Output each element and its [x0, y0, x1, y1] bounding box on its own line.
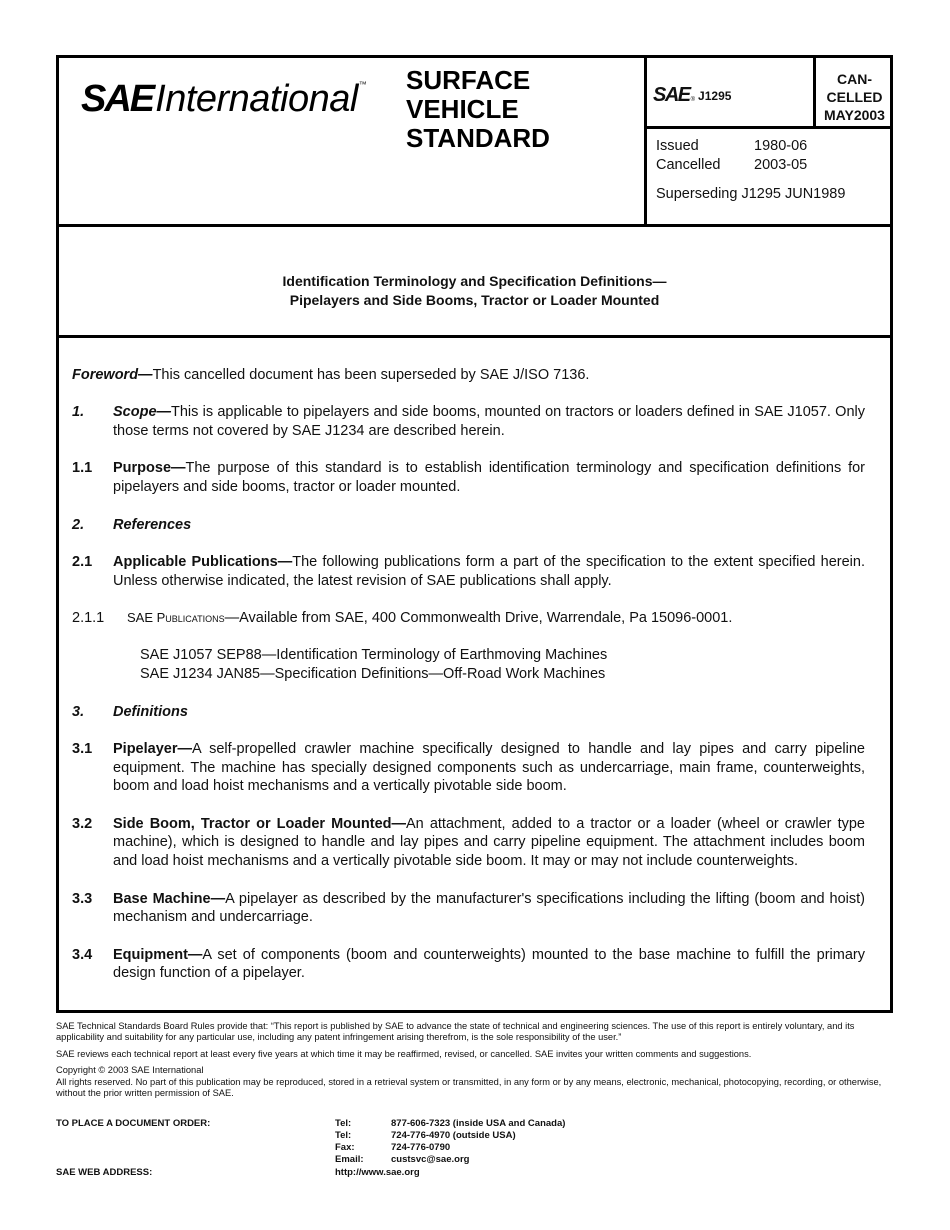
doc-type-line: VEHICLE: [406, 94, 519, 124]
section-3-2: [72, 815, 865, 871]
section-text: The following publications form a part of the specification to the extent specified herein. Unless otherwise indicated, the latest revision of SAE publications shall apply.: [113, 553, 865, 589]
section-heading: Side Boom, Tractor or Loader Mounted—: [113, 815, 407, 832]
contact-key: Tel:: [335, 1130, 352, 1141]
cancelled-stamp: [816, 70, 893, 124]
section-heading: Applicable Publications—: [113, 553, 293, 570]
contact-key: Email:: [335, 1154, 364, 1165]
section-number: 3.4: [72, 946, 93, 963]
review-text: SAE reviews each technical report at least every five years at which time it may be reaffirmed, revised, or cancelled. SAE invites your written comments and suggestions.: [56, 1048, 752, 1059]
doc-type: [406, 66, 550, 153]
contact-key: Tel:: [335, 1118, 352, 1129]
issued-value: 1980-06: [754, 138, 808, 154]
section-number: 3.: [72, 703, 85, 720]
rights-text: All rights reserved. No part of this publication may be reproduced, stored in a retrieval system or transmitted, in any form or by any means, electronic, mechanical, photocopying, recording, or otherwise, without the prior written permission of SAE.: [56, 1076, 882, 1099]
doc-type-line: STANDARD: [406, 123, 550, 153]
foreword-heading: Foreword—: [72, 367, 153, 383]
issue-dates: [656, 137, 845, 204]
cancel-line: CAN-: [837, 71, 872, 87]
section-number: 2.1.1: [72, 610, 105, 627]
issued-label: Issued: [656, 138, 699, 154]
reference-list: [140, 646, 865, 683]
section-text: A set of components (boom and counterweights) mounted to the base machine to fulfill the primary design function of a pipelayer.: [113, 946, 865, 982]
logo-word: International: [155, 78, 358, 120]
cancel-line: MAY2003: [824, 107, 885, 123]
section-3: [72, 703, 865, 722]
section-2-1: [72, 553, 865, 590]
reference-item: SAE J1057 SEP88—Identification Terminology of Earthmoving Machines: [140, 647, 608, 664]
section-number: 1.1: [72, 460, 93, 477]
contact-key: Fax:: [335, 1142, 355, 1153]
section-1: [72, 403, 865, 440]
section-3-1: [72, 740, 865, 796]
section-heading: SAE Publications: [127, 610, 225, 626]
section-3-3: [72, 890, 865, 927]
header-bottom-rule: [59, 224, 890, 227]
section-text: —Available from SAE, 400 Commonwealth Drive, Warrendale, Pa 15096-0001.: [224, 610, 733, 627]
title-bottom-rule: [59, 335, 890, 338]
legal-footer: [56, 1021, 896, 1099]
section-heading: Purpose—: [113, 460, 186, 477]
section-heading: Scope—: [113, 404, 172, 421]
contact-fax: 724-776-0790: [391, 1142, 451, 1153]
section-number: 2.: [72, 516, 85, 533]
contact-phone-link[interactable]: 877-606-7323 (inside USA and Canada): [391, 1118, 566, 1129]
website-link[interactable]: http://www.sae.org: [335, 1167, 420, 1178]
section-heading: References: [113, 516, 192, 533]
section-3-4: [72, 946, 865, 983]
foreword-text: This cancelled document has been superseded by SAE J/ISO 7136.: [152, 367, 590, 383]
registered-mark: ®: [690, 96, 696, 103]
section-number: 1.: [72, 404, 85, 421]
section-number: 3.2: [72, 815, 93, 832]
title-line-2: Pipelayers and Side Booms, Tractor or Loader Mounted: [289, 292, 660, 308]
section-2: [72, 516, 865, 535]
title-line-1: Identification Terminology and Specification Definitions—: [282, 273, 667, 289]
section-text: A pipelayer as described by the manufacturer's specifications including the lifting (boom and hoist) mechanism and undercarriage.: [113, 890, 865, 926]
section-number: 3.3: [72, 890, 93, 907]
copyright-text: Copyright © 2003 SAE International: [56, 1065, 204, 1076]
section-text: The purpose of this standard is to establish identification terminology and specification definitions for pipelayers and side booms, tractor or loader mounted.: [113, 460, 865, 496]
section-heading: Base Machine—: [113, 890, 226, 907]
doc-type-line: SURFACE: [406, 65, 531, 95]
doc-number-block: [653, 84, 739, 107]
section-1-1: [72, 459, 865, 496]
sae-international-logo: [81, 78, 367, 128]
section-text: A self-propelled crawler machine specifically designed to handle and lay pipes and carry pipeline equipment. The machine has specially designed components such as undercarriage, main frame, counterweights, boom and load hoist mechanisms and a vertically pivotable side boom.: [113, 740, 865, 795]
section-text: An attachment, added to a tractor or a loader (wheel or crawler type machine), which is designed to handle and lay pipes and carry pipeline equipment. The attachment includes boom and load hoist mechanisms and a vertically pivotable side boom. It may or may not include counterweights.: [113, 815, 865, 870]
header-divider: [644, 58, 647, 224]
web-label: SAE WEB ADDRESS:: [56, 1167, 153, 1178]
number-box-divider: [647, 126, 890, 129]
document-body: [72, 366, 865, 1002]
section-2-1-1: [72, 609, 865, 628]
doc-number: J1295: [698, 88, 732, 103]
reference-item: SAE J1234 JAN85—Specification Definitions—Off-Road Work Machines: [140, 666, 606, 683]
document-title: [59, 272, 890, 310]
section-number: 3.1: [72, 740, 93, 757]
contact-email-link[interactable]: custsvc@sae.org: [391, 1154, 470, 1165]
contact-phone-link[interactable]: 724-776-4970 (outside USA): [391, 1130, 516, 1141]
order-label: TO PLACE A DOCUMENT ORDER:: [56, 1118, 211, 1129]
board-rules-text: SAE Technical Standards Board Rules provide that: “This report is published by SAE to advance the state of technical and engineering sciences. The use of this report is entirely voluntary, and its applicability and suitability for any particular use, including any patent infringement arising therefrom, is the sole responsibility of the user.”: [56, 1021, 855, 1043]
section-heading: Pipelayer—: [113, 740, 192, 757]
cancelled-label: Cancelled: [656, 157, 721, 173]
logo-trademark: ™: [358, 80, 367, 89]
logo-mark: SAE: [81, 78, 154, 120]
cancelled-value: 2003-05: [754, 157, 808, 173]
cancel-line: CELLED: [826, 89, 883, 105]
section-heading: Equipment—: [113, 946, 203, 963]
superseding-text: Superseding J1295 JUN1989: [656, 186, 846, 202]
section-number: 2.1: [72, 553, 93, 570]
foreword: [72, 366, 865, 385]
section-text: This is applicable to pipelayers and side booms, mounted on tractors or loaders defined in SAE J1057. Only those terms not covered by SAE J1234 are described herein.: [113, 404, 865, 440]
section-heading: Definitions: [113, 703, 188, 720]
small-sae-mark: SAE: [653, 84, 690, 106]
